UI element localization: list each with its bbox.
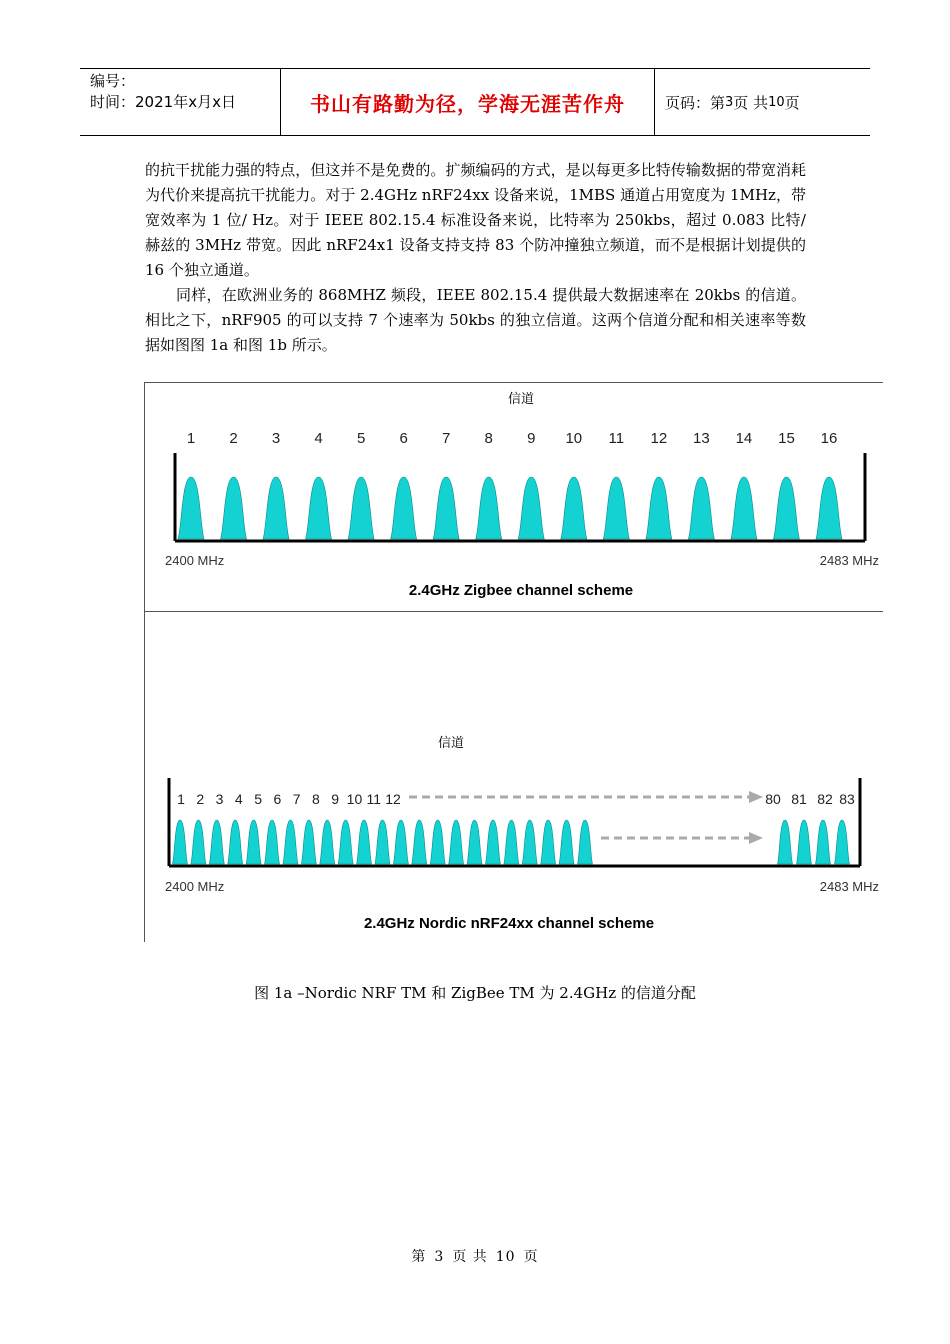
figure-spacer (144, 610, 883, 717)
fig1-channel-peak (263, 477, 289, 539)
fig2-right-freq: 2483 MHz (819, 879, 879, 894)
page-current: 3 (725, 94, 734, 110)
fig2-channel-label: 1 (177, 791, 185, 807)
fig2-channel-peak (393, 820, 408, 864)
fig2-channel-peak (338, 820, 353, 864)
fig2-channel-peak (485, 820, 500, 864)
fig2-channel-label: 3 (215, 791, 224, 807)
fig2-channel-peak (173, 820, 188, 864)
fig2-arrowhead-bottom (749, 832, 763, 844)
fig1-channel-peak (476, 477, 502, 539)
fig1-channel-label: 1 (186, 430, 196, 447)
fig2-channel-peak (209, 820, 224, 864)
document-number-label: 编号： (90, 72, 136, 90)
page-total: 10 (768, 94, 785, 110)
header-meta (80, 69, 281, 135)
time-value: 2021年x月x日 (135, 93, 236, 111)
header-motto: 书山有路勤为径，学海无涯苦作舟 (310, 91, 625, 116)
fig1-right-freq: 2483 MHz (819, 553, 879, 568)
fig2-channel-label: 11 (366, 791, 382, 807)
page-label: 页码：第 (665, 93, 726, 112)
nordic-channel-diagram (145, 716, 883, 942)
fig2-channel-label: 7 (292, 791, 301, 807)
fig2-title: 2.4GHz Nordic nRF24xx channel scheme (363, 915, 655, 932)
fig1-title: 2.4GHz Zigbee channel scheme (408, 582, 634, 599)
footer-prefix: 第 (411, 1249, 427, 1265)
fig2-channel-peak (191, 820, 206, 864)
paragraph-2: 同样，在欧洲业务的 868MHZ 频段，IEEE 802.15.4 提供最大数据速率在 20kbs 的信道。相比之下，nRF905 的可以支持 7 个速率为 50kbs 的独立信道。这两个信道分配和相关速率等数据如图图 1a 和图 1b 所示。 (145, 286, 806, 354)
fig1-channel-label: 3 (271, 430, 281, 447)
fig2-channel-peak (228, 820, 243, 864)
fig2-channel-peak (522, 820, 537, 864)
fig2-channel-label: 80 (765, 791, 781, 807)
page-footer (0, 1246, 950, 1266)
fig1-channel-label: 15 (778, 430, 795, 447)
header-page-number (655, 69, 870, 135)
fig2-channel-peak (246, 820, 261, 864)
fig1-channel-label: 16 (820, 430, 838, 447)
fig1-channel-peak (816, 477, 842, 539)
fig2-channel-peak (559, 820, 574, 864)
fig2-channel-peak (816, 820, 831, 864)
fig2-channel-peak (320, 820, 335, 864)
fig1-channel-peak (221, 477, 247, 539)
fig2-channel-peak (578, 820, 593, 864)
page-mid: 页 共 (733, 93, 769, 112)
fig1-left-freq: 2400 MHz (165, 553, 225, 568)
fig2-channel-peak (412, 820, 427, 864)
fig1-channel-peak (178, 477, 204, 539)
fig1-channel-peak (561, 477, 587, 539)
fig1-channel-peak (688, 477, 714, 539)
fig1-channel-label: 7 (442, 430, 451, 447)
fig1-channel-label: 14 (735, 430, 753, 447)
fig1-channel-label: 4 (314, 430, 323, 447)
footer-mid: 页 共 (452, 1249, 488, 1265)
footer-total: 10 (495, 1249, 516, 1265)
footer-suffix: 页 (523, 1249, 539, 1265)
fig2-channel-label: 6 (273, 791, 282, 807)
fig1-channel-peak (348, 477, 374, 539)
page-end: 页 (784, 93, 800, 112)
paragraph-1: 的抗干扰能力强的特点，但这并不是免费的。扩频编码的方式，是以每更多比特传输数据的带宽消耗为代价来提高抗干扰能力。对于 2.4GHz nRF24xx 设备来说，1MBS 通道占用宽度为 1MHz，带宽效率为 1 位/ Hz。对于 IEEE 802.15.4 标准设备来说，比特率为 250kbs，超过 0.083 比特/赫兹的 3MHz 带宽。因此 nRF24x1 设备支持支持 83 个防冲撞独立频道，而不是根据计划提供的 16 个独立通道。 (145, 161, 806, 279)
fig1-channel-label: 5 (356, 430, 366, 447)
fig2-channel-peak (301, 820, 316, 864)
fig2-channel-peak (375, 820, 390, 864)
fig2-channel-label: 83 (839, 791, 855, 807)
page-header (80, 68, 870, 136)
fig2-channel-peak (504, 820, 519, 864)
fig2-channel-peak (778, 820, 793, 864)
fig1-channel-label: 9 (527, 430, 536, 447)
footer-current: 3 (434, 1249, 445, 1265)
fig2-channel-peak (449, 820, 464, 864)
fig1-channel-label: 12 (650, 430, 668, 447)
fig1-channel-label: 2 (229, 430, 238, 447)
fig2-channel-peak (357, 820, 372, 864)
fig2-arrowhead-top (749, 791, 763, 803)
fig2-channel-peak (467, 820, 482, 864)
zigbee-channel-figure (144, 382, 883, 612)
fig2-channel-label: 4 (234, 791, 243, 807)
fig1-channel-peak (306, 477, 332, 539)
fig2-channel-label: 81 (791, 791, 807, 807)
fig1-channel-peak (603, 477, 629, 539)
fig2-channel-label: 10 (346, 791, 363, 807)
fig1-channel-peak (646, 477, 672, 539)
fig2-channel-peak (265, 820, 280, 864)
fig1-header: 信道 (507, 391, 535, 406)
nordic-channel-figure (144, 716, 883, 942)
fig1-channel-peak (731, 477, 757, 539)
header-motto-cell (281, 69, 655, 135)
fig1-channel-peak (433, 477, 459, 539)
fig2-channel-label: 2 (196, 791, 205, 807)
fig2-channel-peak (283, 820, 298, 864)
fig2-channel-label: 9 (331, 791, 340, 807)
fig2-channel-peak (835, 820, 850, 864)
fig2-channel-peak (541, 820, 556, 864)
zigbee-channel-diagram (145, 383, 883, 611)
fig2-header: 信道 (437, 735, 465, 750)
fig2-channel-label: 8 (312, 791, 320, 807)
fig2-channel-peak (797, 820, 812, 864)
document-time (90, 92, 280, 113)
figure-caption: 图 1a –Nordic NRF TM 和 ZigBee TM 为 2.4GHz 的信道分配 (254, 984, 696, 1002)
fig1-channel-peak (518, 477, 544, 539)
fig1-channel-label: 11 (608, 430, 625, 447)
fig1-channel-peak (773, 477, 799, 539)
fig1-channel-label: 6 (399, 430, 408, 447)
time-label: 时间： (90, 93, 136, 111)
fig2-channel-peak (430, 820, 445, 864)
fig1-channel-label: 10 (565, 430, 583, 447)
fig2-channel-label: 12 (385, 791, 401, 807)
fig2-channel-label: 5 (254, 791, 262, 807)
fig1-channel-label: 13 (693, 430, 710, 447)
fig2-channel-label: 82 (817, 791, 833, 807)
fig2-left-freq: 2400 MHz (165, 879, 225, 894)
fig1-channel-peak (391, 477, 417, 539)
fig1-channel-label: 8 (484, 430, 493, 447)
